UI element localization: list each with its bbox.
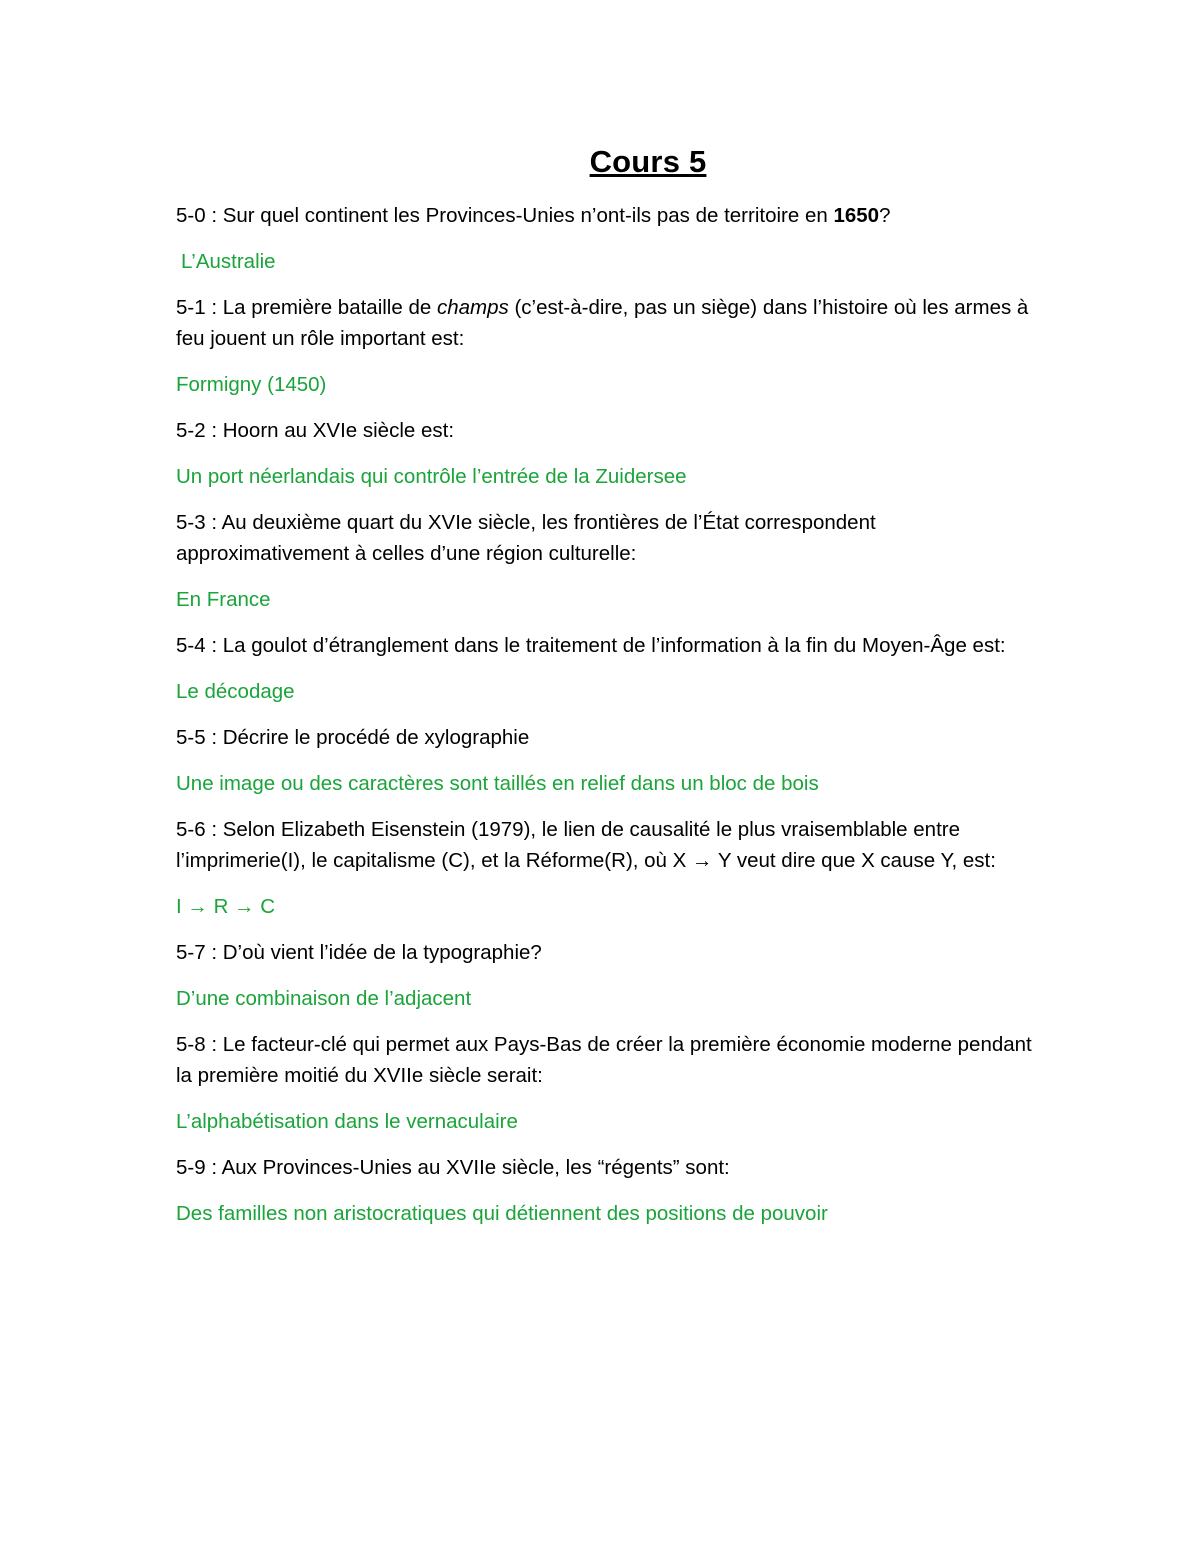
question-5-6: 5-6 : Selon Elizabeth Eisenstein (1979), le lien de causalité le plus vraisemblable entre l’imprimerie(I), le capitalisme (C), et la Réforme(R), où X → Y veut dire que X cause Y, est: [176, 818, 996, 872]
question-5-8: 5-8 : Le facteur-clé qui permet aux Pays-Bas de créer la première économie moderne pendant la première moitié du XVIIe siècle serait: [176, 1033, 1032, 1087]
question-5-4: 5-4 : La goulot d’étranglement dans le traitement de l’information à la fin du Moyen-Âge est: [176, 634, 1006, 657]
answer-5-8: L’alphabétisation dans le vernaculaire [176, 1110, 518, 1133]
question-5-3: 5-3 : Au deuxième quart du XVIe siècle, les frontières de l’État correspondent approximativement à celles d’une région culturelle: [176, 511, 876, 565]
answer-5-6: I → R → C [176, 895, 276, 918]
answer-5-7: D’une combinaison de l’adjacent [176, 987, 472, 1010]
answer-5-4: Le décodage [176, 680, 295, 703]
question-5-5: 5-5 : Décrire le procédé de xylographie [176, 726, 530, 749]
page-title: Cours 5 [589, 144, 707, 179]
answer-5-2: Un port néerlandais qui contrôle l’entrée de la Zuidersee [176, 465, 687, 488]
question-text: 5-1 : La première bataille de [176, 296, 437, 319]
question-5-2: 5-2 : Hoorn au XVIe siècle est: [176, 419, 455, 442]
question-5-1 [176, 292, 1036, 354]
answer-5-9: Des familles non aristocratiques qui détiennent des positions de pouvoir [176, 1202, 828, 1225]
question-end: ? [879, 204, 891, 227]
answer-5-1: Formigny (1450) [176, 373, 327, 396]
question-italic-word: champs [436, 296, 509, 319]
question-5-9: 5-9 : Aux Provinces-Unies au XVIIe siècle, les “régents” sont: [176, 1156, 730, 1179]
question-5-0 [176, 200, 1036, 231]
question-bold-year: 1650 [833, 204, 880, 227]
answer-5-0: L’Australie [181, 250, 276, 273]
answer-5-5: Une image ou des caractères sont taillés en relief dans un bloc de bois [176, 772, 819, 795]
question-text: (c’est-à-dire, pas un siège) dans l’histoire où les armes à feu jouent un rôle important est: [176, 296, 1029, 350]
qa-list [176, 200, 1036, 1244]
answer-5-3: En France [176, 588, 271, 611]
question-5-7: 5-7 : D’où vient l’idée de la typographie? [176, 941, 542, 964]
question-text: 5-0 : Sur quel continent les Provinces-Unies n’ont-ils pas de territoire en [176, 204, 834, 227]
